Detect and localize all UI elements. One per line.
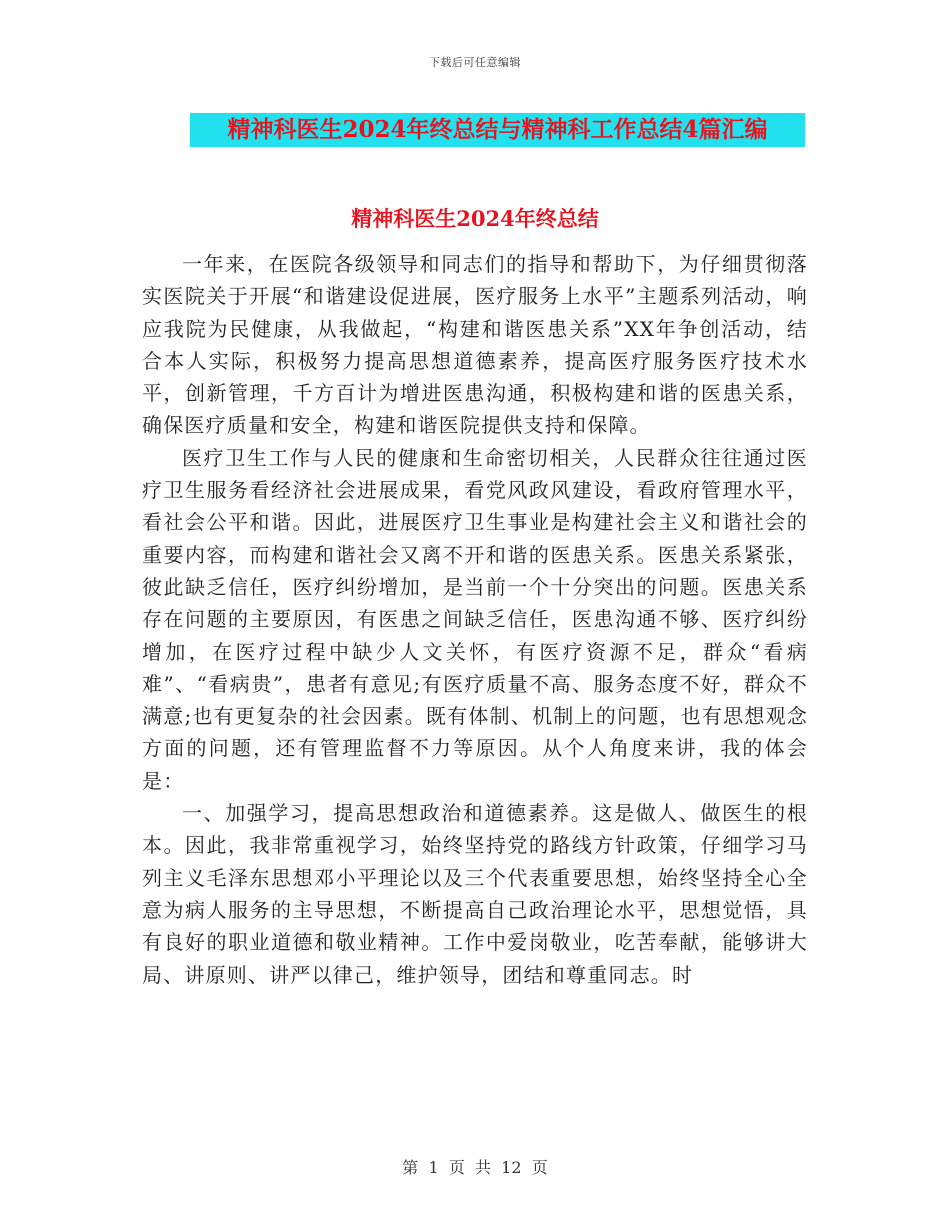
body-paragraph-3: 一、加强学习，提高思想政治和道德素养。这是做人、做医生的根本。因此，我非常重视学习，始终坚持党的路线方针政策，仔细学习马列主义毛泽东思想邓小平理论以及三个代表重要思想，始终坚持全心全意为病人服务的主导思想，不断提高自己政治理论水平，思想觉悟，具有良好的职业道德和敬业精神。工作中爱岗敬业，吃苦奉献，能够讲大局、讲原则、讲严以律己，维护领导，团结和尊重同志。时: [142, 801, 808, 987]
document-main-title: 精神科医生2024年终总结与精神科工作总结4篇汇编: [190, 113, 805, 147]
section-title: 精神科医生2024年终总结: [351, 206, 599, 231]
page-footer-indicator: 第 1 页 共 12 页: [402, 1158, 548, 1177]
page-header-note: 下载后可任意编辑: [429, 56, 521, 69]
body-paragraph-2: 医疗卫生工作与人民的健康和生命密切相关，人民群众往往通过医疗卫生服务看经济社会进展成果，看党风政风建设，看政府管理水平，看社会公平和谐。因此，进展医疗卫生事业是构建社会主义和谐社会的重要内容，而构建和谐社会又离不开和谐的医患关系。医患关系紧张，彼此缺乏信任，医疗纠纷增加，是当前一个十分突出的问题。医患关系存在问题的主要原因，有医患之间缺乏信任，医患沟通不够、医疗纠纷增加，在医疗过程中缺少人文关怀，有医疗资源不足，群众“看病难”、“看病贵”，患者有意见;有医疗质量不高、服务态度不好，群众不满意;也有更复杂的社会因素。既有体制、机制上的问题，也有思想观念方面的问题，还有管理监督不力等原因。从个人角度来讲，我的体会是：: [142, 445, 808, 793]
document-body: [142, 248, 808, 991]
main-title-highlight: [190, 113, 805, 147]
body-paragraph-1: 一年来，在医院各级领导和同志们的指导和帮助下，为仔细贯彻落实医院关于开展“和谐建设促进展，医疗服务上水平”主题系列活动，响应我院为民健康，从我做起，“构建和谐医患关系”XX年争创活动，结合本人实际，积极努力提高思想道德素养，提高医疗服务医疗技术水平，创新管理，千方百计为增进医患沟通，积极构建和谐的医患关系，确保医疗质量和安全，构建和谐医院提供支持和保障。: [142, 252, 808, 438]
